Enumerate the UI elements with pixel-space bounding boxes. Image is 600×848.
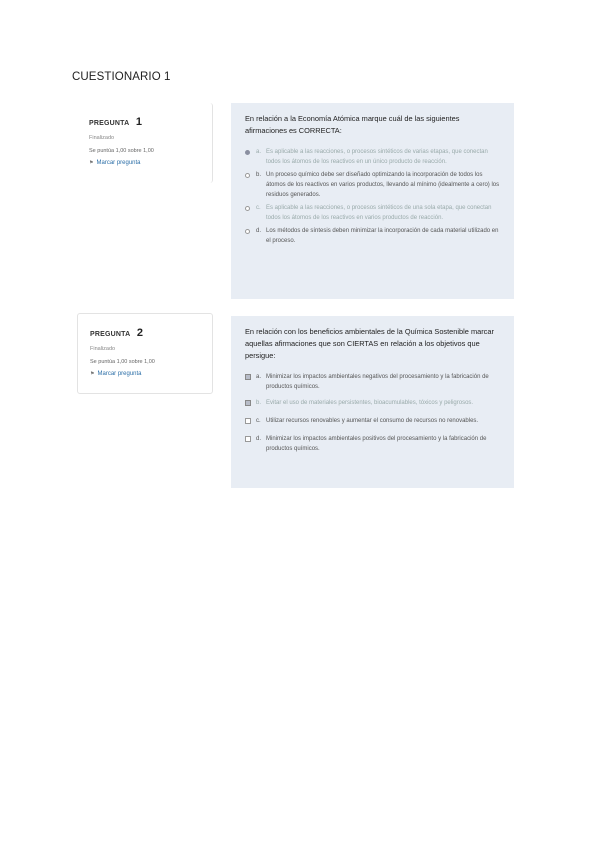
- question-status: Finalizado: [90, 346, 116, 352]
- answer-option[interactable]: [245, 147, 500, 167]
- question-number: 1: [135, 116, 142, 128]
- question-info-panel: [77, 103, 213, 183]
- flag-icon: ⚑: [90, 371, 95, 377]
- answer-option[interactable]: [245, 170, 500, 200]
- answer-option[interactable]: [245, 203, 500, 223]
- question-grade: Se puntúa 1,00 sobre 1,00: [90, 359, 155, 365]
- flag-question-link[interactable]: [90, 371, 200, 377]
- answer-option[interactable]: [245, 372, 500, 392]
- question-info-panel: [77, 313, 213, 394]
- question-status: Finalizado: [89, 135, 115, 141]
- answer-option[interactable]: [245, 398, 500, 410]
- option-letter: b.: [256, 400, 262, 406]
- question-label: PREGUNTA: [90, 331, 131, 338]
- option-letter: d.: [256, 436, 262, 442]
- checkbox[interactable]: [245, 418, 251, 424]
- radio-button[interactable]: [245, 206, 250, 211]
- answer-option[interactable]: [245, 226, 500, 246]
- answer-option[interactable]: [245, 416, 500, 428]
- checkbox[interactable]: [245, 436, 251, 442]
- option-text: Evitar el uso de materiales persistentes, bioacumulables, tóxicos y peligrosos.: [266, 400, 474, 406]
- radio-button[interactable]: [245, 150, 250, 155]
- flag-icon: ⚑: [89, 160, 94, 166]
- question-content-panel: [231, 103, 514, 299]
- question-header: [90, 323, 200, 341]
- option-text: Minimizar los impactos ambientales negativos del procesamiento y la fabricación de productos químicos.: [266, 374, 489, 390]
- option-letter: a.: [256, 149, 262, 155]
- question-text: En relación a la Economía Atómica marque cuál de las siguientes afirmaciones es CORRECTA:: [245, 114, 460, 135]
- question-number: 2: [136, 327, 143, 339]
- option-letter: a.: [256, 374, 262, 380]
- option-text: Es aplicable a las reacciones, o procesos sintéticos de varias etapas, que conectan todos los átomos de los reactivos en un único producto de reacción.: [266, 149, 488, 165]
- flag-question-label: Marcar pregunta: [97, 371, 142, 377]
- option-text: Es aplicable a las reacciones, o procesos sintéticos de una sola etapa, que conectan todos los átomos de los reactivos en varios productos de reacción.: [266, 205, 492, 221]
- option-text: Los métodos de síntesis deben minimizar la incorporación de cada material utilizado en el proceso.: [266, 228, 499, 244]
- radio-button[interactable]: [245, 173, 250, 178]
- question-label: PREGUNTA: [89, 120, 130, 127]
- radio-button[interactable]: [245, 229, 250, 234]
- page-title: CUESTIONARIO 1: [72, 71, 171, 83]
- option-letter: d.: [256, 228, 262, 234]
- option-letter: c.: [256, 205, 261, 211]
- option-text: Un proceso químico debe ser diseñado optimizando la incorporación de todos los átomos de los reactivos en varios productos, llevando al mínimo (idealmente a cero) los residuos generados.: [266, 172, 500, 198]
- question-text: En relación con los beneficios ambientales de la Química Sostenible marcar aquellas afirmaciones que son CIERTAS en relación a los objetivos que persigue:: [245, 327, 494, 360]
- option-letter: c.: [256, 418, 261, 424]
- question-grade: Se puntúa 1,00 sobre 1,00: [89, 148, 154, 154]
- question-content-panel: [231, 316, 514, 488]
- flag-question-label: Marcar pregunta: [96, 160, 141, 166]
- option-text: Utilizar recursos renovables y aumentar el consumo de recursos no renovables.: [266, 418, 479, 424]
- answer-option[interactable]: [245, 434, 500, 454]
- checkbox[interactable]: [245, 374, 251, 380]
- option-letter: b.: [256, 172, 262, 178]
- option-text: Minimizar los impactos ambientales positivos del procesamiento y la fabricación de productos químicos.: [266, 436, 487, 452]
- checkbox[interactable]: [245, 400, 251, 406]
- question-header: [89, 112, 200, 130]
- flag-question-link[interactable]: [89, 160, 200, 166]
